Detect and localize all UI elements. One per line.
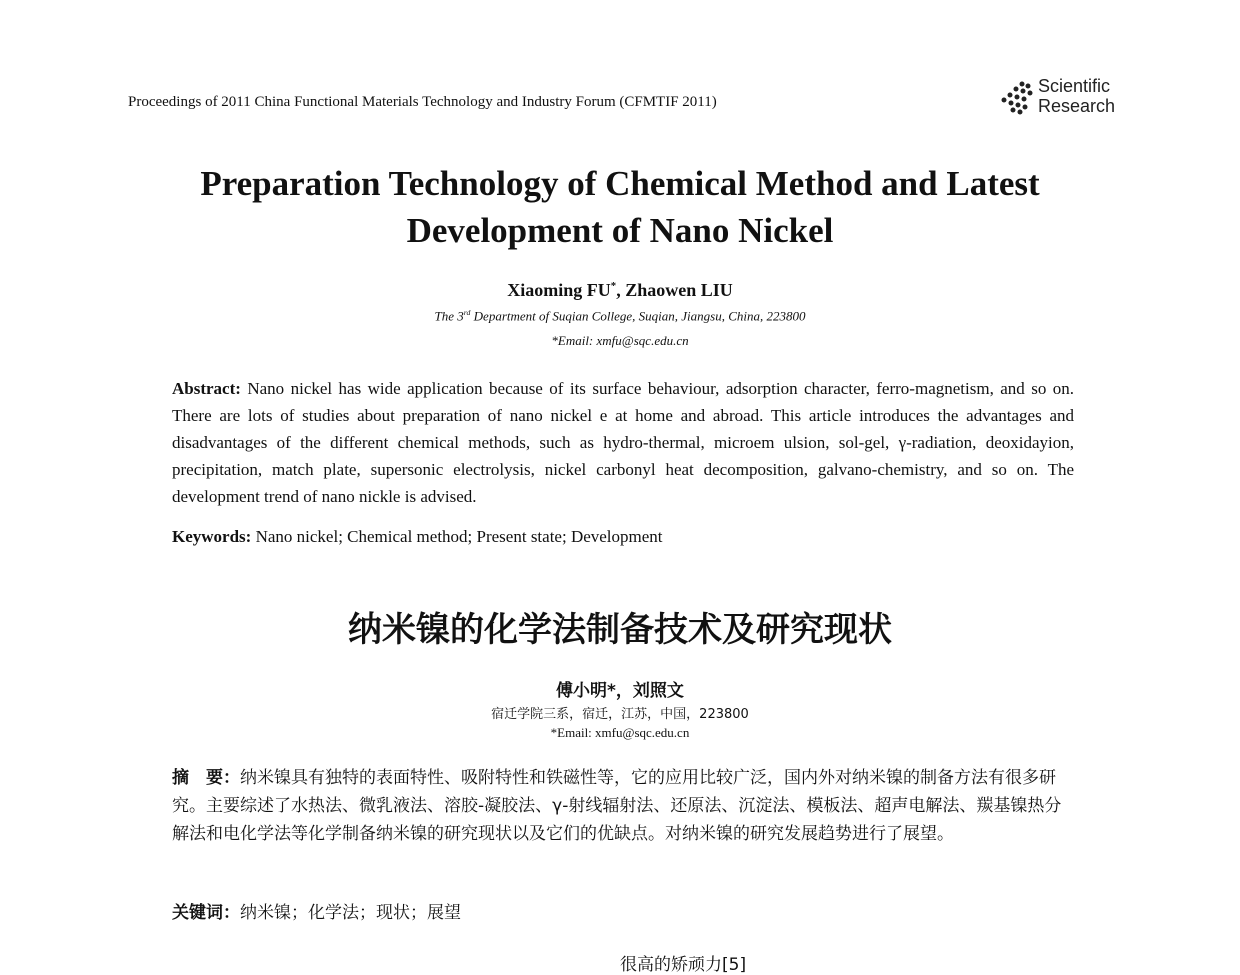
abstract-text: Nano nickel has wide application because of its surface behaviour, adsorption character, ferro-magnetism, and so on. There are lots of studies about preparation of nano nickel e at home and abroad. This article introduces the advantages and disadvantages of the different chemical methods, such as hydro-thermal, microem ulsion, sol-gel, γ-radiation, deoxidayion, precipitation, match plate, supersonic electrolysis, nickel carbonyl heat decomposition, galvano-chemistry, and so on. The development trend of nano nickle is advised. xyxy=(172,379,1074,506)
paper-title xyxy=(0,160,1240,254)
authors xyxy=(0,280,1240,301)
title-line-2: Development of Nano Nickel xyxy=(406,211,834,250)
author-separator: , xyxy=(616,280,626,300)
aff-pre: The 3 xyxy=(434,308,464,324)
logo-text-1: Scientific xyxy=(1038,76,1111,96)
chinese-affiliation: 宿迁学院三系，宿迁，江苏，中国，223800 xyxy=(491,707,749,722)
chinese-abstract-text: 纳米镍具有独特的表面特性、吸附特性和铁磁性等，它的应用比较广泛，国内外对纳米镍的制备方法有很多研究。主要综述了水热法、微乳液法、溶胶-凝胶法、γ-射线辐射法、还原法、沉淀法、模板法、超声电解法、羰基镍热分解法和电化学法等化学制备纳米镍的研究现状以及它们的优缺点。对纳米镍的研究发展趋势进行了展望。 xyxy=(172,768,1062,844)
chinese-abstract xyxy=(172,764,1077,848)
email: *Email: xmfu@sqc.edu.cn xyxy=(551,333,689,348)
running-header: Proceedings of 2011 China Functional Materials Technology and Industry Forum (CFMTIF 2011) xyxy=(128,94,717,110)
author-2: Zhaowen LIU xyxy=(625,280,733,300)
logo-dots-icon xyxy=(996,80,1036,116)
publisher-logo xyxy=(996,76,1121,120)
chinese-keywords-text: 纳米镍；化学法；现状；展望 xyxy=(240,903,461,923)
aff-post: Department of Suqian College, Suqian, Jiangsu, China, 223800 xyxy=(470,308,806,324)
logo-text-2: Research xyxy=(1038,96,1116,116)
chinese-abstract-label: 摘 要： xyxy=(172,768,240,788)
chinese-keywords-label: 关键词： xyxy=(172,903,240,923)
aff-sup: rd xyxy=(463,308,471,317)
author-1: Xiaoming FU xyxy=(507,280,611,300)
affiliation xyxy=(0,308,1240,324)
keywords xyxy=(172,527,663,547)
title-line-1: Preparation Technology of Chemical Method and Latest xyxy=(200,164,1040,203)
abstract xyxy=(172,375,1074,510)
chinese-email: *Email: xmfu@sqc.edu.cn xyxy=(550,725,690,740)
chinese-title: 纳米镍的化学法制备技术及研究现状 xyxy=(348,610,892,650)
body-text-cut-off: 很高的矫顽力[5] xyxy=(620,955,747,975)
keywords-text: Nano nickel; Chemical method; Present state; Development xyxy=(251,527,663,546)
abstract-label: Abstract: xyxy=(172,379,241,398)
chinese-authors: 傅小明*，刘照文 xyxy=(556,681,684,701)
keywords-label: Keywords: xyxy=(172,527,252,546)
corresponding-mark: * xyxy=(610,280,617,292)
chinese-keywords xyxy=(172,898,461,923)
